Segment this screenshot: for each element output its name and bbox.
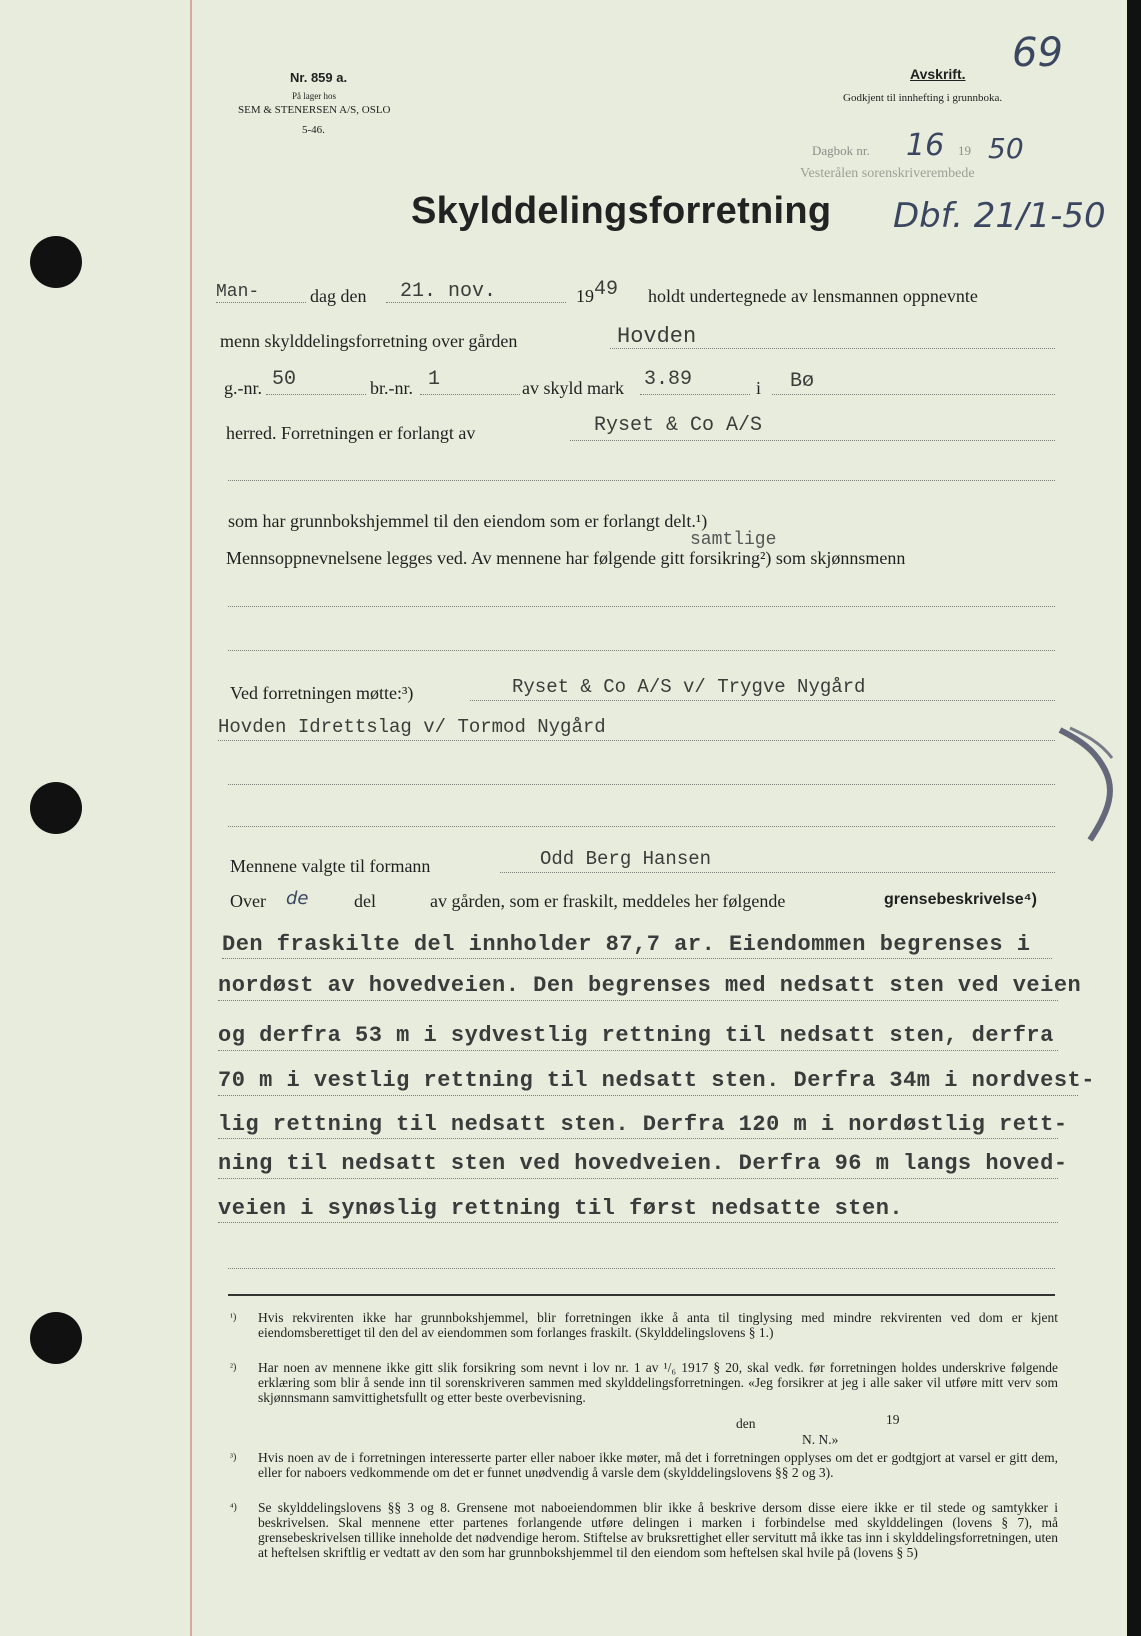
punch-hole xyxy=(30,236,82,288)
ink-smudge xyxy=(1050,720,1127,860)
dagbok-label: Dagbok nr. xyxy=(812,143,870,158)
form-number: Nr. 859 a. xyxy=(290,70,348,85)
over-label: Over xyxy=(230,891,266,911)
footnote-text: Se skylddelingslovens §§ 3 og 8. Grensene mot naboeiendommen blir ikke å beskrive dersom disse eiere ikke er til stede og samtykker i beskrivelsen. Skal mennene etter partenes forlangende utføre delingen i marken i forbindelse med skylddelingen (lovens § 7), må grensebeskrivelsen tillike inneholde det nødvendige herom. Stiftelse av bruksrettighet eller servitutt må ikke tas inn i skylddelingsforretningen, uten at heftelsen skriftlig er vedtatt av den som har grunnbokshjemmel til den eiendom som heftelsen skal hvile på (lovens § 5) xyxy=(258,1500,1058,1560)
footnote-number: ²) xyxy=(230,1362,237,1373)
footnote-number: ³) xyxy=(230,1452,237,1463)
description-line: veien i synøslig rettning til først nedsatte sten. xyxy=(218,1196,904,1221)
footnote-text: Har noen av mennene ikke gitt slik forsikring som nevnt i lov nr. 1 av ¹/₆ 1917 § 20, skal vedk. før forretningen holdes underskrive følgende erklæring som blir å sende inn til sorenskriveren sammen med skylddelingsforretningen. «Jeg forsikrer at jeg i alle saker vil utføre mitt verv som skjønnsmann samvittighetsfullt og etter beste overbevisning. xyxy=(258,1360,1058,1405)
description-line: 70 m i vestlig rettning til nedsatt sten. Derfra 34m i nordvest- xyxy=(218,1068,1095,1093)
weekday-typed: Man- xyxy=(216,282,260,302)
description-line: ning til nedsatt sten ved hovedveien. Derfra 96 m langs hoved- xyxy=(218,1151,1068,1176)
brnr-typed: 1 xyxy=(428,368,441,391)
municipality-typed: Bø xyxy=(790,370,815,393)
mennsopp-text: Mennsoppnevnelsene legges ved. Av mennene har følgende gitt forsikring²) som skjønnsmenn xyxy=(226,548,906,568)
grensebeskrivelse-label: grensebeskrivelse⁴) xyxy=(884,891,1037,908)
court-stamp: Vesterålen sorenskriverembede xyxy=(800,166,975,181)
formann-typed: Odd Berg Hansen xyxy=(540,848,712,870)
av-garden-text: av gården, som er fraskilt, meddeles her følgende xyxy=(430,891,786,911)
description-line: lig rettning til nedsatt sten. Derfra 120 m i nordøstlig rett- xyxy=(218,1112,1068,1137)
margin-rule xyxy=(190,0,192,1636)
dbf-note: Dbf. 21/1-50 xyxy=(893,196,1106,236)
menn-text: menn skylddelingsforretning over gården xyxy=(220,331,518,351)
footnote-text: Hvis noen av de i forretningen interesserte parter eller naboer ikke møter, må det i forretningen opplyses om det er godtgjort at varsel er gitt dem, eller for naboers vedkommende om det er funnet unødvendig å varsle dem (skylddelingslovens §§ 2 og 3). xyxy=(258,1450,1058,1480)
footnote-number: ⁴) xyxy=(230,1502,237,1513)
i-label: i xyxy=(756,378,762,398)
del-label: del xyxy=(354,891,376,911)
date-typed: 21. nov. xyxy=(400,280,497,303)
footnote-year: 19 xyxy=(886,1412,900,1427)
footnote-number: ¹) xyxy=(230,1312,237,1323)
farm-typed: Hovden xyxy=(617,324,697,349)
publisher-line: På lager hos xyxy=(292,91,336,101)
description-line: Den fraskilte del innholder 87,7 ar. Eiendommen begrenses i xyxy=(222,932,1031,957)
publisher-line: SEM & STENERSEN A/S, OSLO xyxy=(238,104,391,116)
motte-line: Ryset & Co A/S v/ Trygve Nygård xyxy=(512,676,866,698)
page-number: 69 xyxy=(1012,30,1063,76)
footnote-den: den xyxy=(736,1416,756,1431)
punch-hole xyxy=(30,1312,82,1364)
publisher-line: 5-46. xyxy=(302,124,325,136)
year-prefix: 19 xyxy=(576,286,594,306)
punch-hole xyxy=(30,782,82,834)
skyld-label: av skyld mark xyxy=(522,378,624,398)
footnote-rule xyxy=(228,1294,1055,1296)
description-line: og derfra 53 m i sydvestlig rettning til nedsatt sten, derfra xyxy=(218,1023,1054,1048)
footnote-text: Hvis rekvirenten ikke har grunnbokshjemmel, blir forretningen ikke å anta til tinglysing med mindre rekvirenten ved dom er kjent eiendomsberettiget til den del av eiendommen som forlanges fraskilt. (Skylddelingslovens § 1.) xyxy=(258,1310,1058,1340)
dagbok-year-prefix: 19 xyxy=(958,143,971,158)
de-handwritten: de xyxy=(286,888,309,909)
avskrift-label: Avskrift. xyxy=(910,66,966,82)
year-typed: 49 xyxy=(594,278,619,301)
description-line: nordøst av hovedveien. Den begrenses med nedsatt sten ved veien xyxy=(218,973,1082,998)
godkjent-note: Godkjent til innhefting i grunnboka. xyxy=(843,92,1003,104)
motte-line: Hovden Idrettslag v/ Tormod Nygård xyxy=(218,716,606,738)
gnr-typed: 50 xyxy=(272,368,297,391)
document-title: Skylddelingsforretning xyxy=(411,190,832,232)
dagbok-number: 16 xyxy=(906,128,945,163)
motte-label: Ved forretningen møtte:³) xyxy=(230,683,414,703)
gnr-label: g.-nr. xyxy=(224,378,262,398)
formann-label: Mennene valgte til formann xyxy=(230,856,431,876)
footnote-nn: N. N.» xyxy=(802,1432,839,1447)
samtlige-typed: samtlige xyxy=(690,530,777,550)
holdt-text: holdt undertegnede av lensmannen oppnevnte xyxy=(648,286,978,306)
requester-typed: Ryset & Co A/S xyxy=(594,414,763,437)
grunnbok-text: som har grunnbokshjemmel til den eiendom som er forlangt delt.¹) xyxy=(228,511,708,531)
dagbok-year: 50 xyxy=(988,132,1024,165)
dag-den-label: dag den xyxy=(310,286,367,306)
herred-text: herred. Forretningen er forlangt av xyxy=(226,423,476,443)
brnr-label: br.-nr. xyxy=(370,378,413,398)
skyld-typed: 3.89 xyxy=(644,368,693,391)
